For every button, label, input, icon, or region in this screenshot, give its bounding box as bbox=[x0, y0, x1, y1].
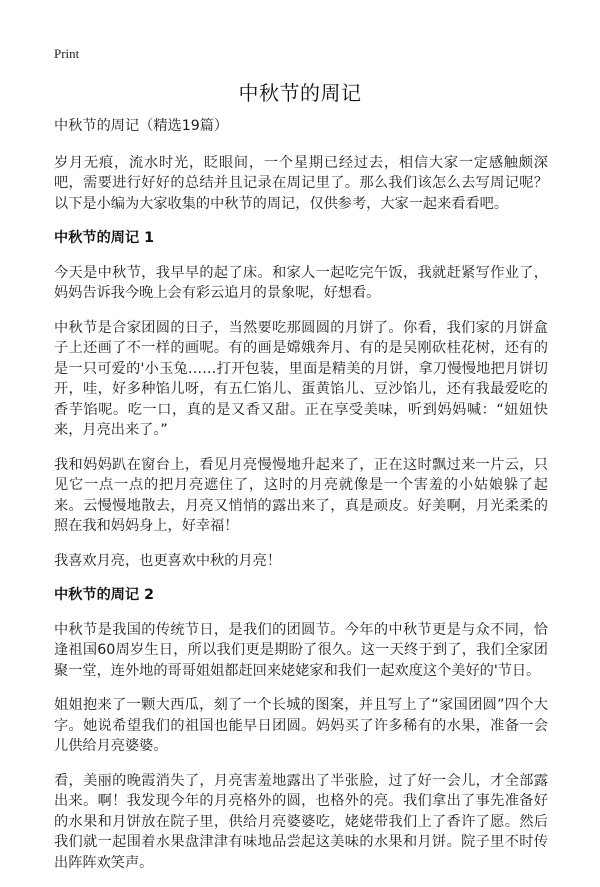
paragraph: 我和妈妈趴在窗台上，看见月亮慢慢地升起来了，正在这时飘过来一片云，只见它一点一点的把月亮遮住了，这时的月亮就像是一个害羞的小姑娘躲了起来。云慢慢地散去，月亮又悄悄的露出来了，真是顽皮。好美啊，月光柔柔的照在我和妈妈身上，好幸福！ bbox=[54, 456, 548, 534]
intro-paragraph: 岁月无痕，流水时光，眨眼间，一个星期已经过去，相信大家一定感触颇深吧，需要进行好好的总结并且记录在周记里了。那么我们该怎么去写周记呢？以下是小编为大家收集的中秋节的周记，仅供参考，大家一起来看看吧。 bbox=[54, 154, 548, 212]
paragraph: 看，美丽的晚霞消失了，月亮害羞地露出了半张脸，过了好一会儿，才全部露出来。啊！我发现今年的月亮格外的圆，也格外的亮。我们拿出了事先准备好的水果和月饼放在院子里，供给月亮婆婆吃，姥姥带我们上了香许了愿。然后我们就一起围着水果盘津津有味地品尝起这美味的水果和月饼。院子里不时传出阵阵欢笑声。 bbox=[54, 772, 548, 871]
paragraph: 中秋节是我国的传统节日，是我们的团圆节。今年的中秋节更是与众不同，恰逢祖国60周岁生日，所以我们更是期盼了很久。这一天终于到了，我们全家团聚一堂，连外地的哥哥姐姐都赶回来姥姥家和我们一起欢度这个美好的'节日。 bbox=[54, 621, 548, 679]
section-2 bbox=[54, 585, 548, 873]
page-title: 中秋节的周记 bbox=[238, 81, 362, 105]
paragraph: 姐姐抱来了一颗大西瓜，刻了一个长城的图案，并且写上了“家国团圆”四个大字。她说希望我们的祖国也能早日团圆。妈妈买了许多稀有的水果，准备一会儿供给月亮婆婆。 bbox=[54, 697, 548, 754]
section-heading: 中秋节的周记 1 bbox=[54, 230, 154, 246]
paragraph: 今天是中秋节，我早早的起了床。和家人一起吃完午饭，我就赶紧写作业了，妈妈告诉我今晚上会有彩云追月的景象呢，好想看。 bbox=[54, 264, 548, 301]
paragraph: 我喜欢月亮，也更喜欢中秋的月亮！ bbox=[54, 552, 282, 569]
document-body bbox=[54, 116, 548, 887]
section-1 bbox=[54, 228, 548, 571]
section-heading: 中秋节的周记 2 bbox=[54, 587, 154, 603]
paragraph: 中秋节是合家团圆的日子，当然要吃那圆圆的月饼了。你看，我们家的月饼盒子上还画了不一样的画呢。有的画是嫦娥奔月、有的是吴刚砍桂花树，还有的是一只可爱的'小玉兔……打开包装，里面是精美的月饼，拿刀慢慢地把月饼切开，哇，好多种馅儿呀，有五仁馅儿、蛋黄馅儿、豆沙馅儿，还有我最爱吃的香芋馅呢。吃一口，真的是又香又甜。正在享受美味，听到妈妈喊：“妞妞快来，月亮出来了。” bbox=[54, 319, 548, 438]
document-subtitle: 中秋节的周记（精选19篇） bbox=[54, 118, 229, 134]
print-label: Print bbox=[54, 46, 80, 61]
